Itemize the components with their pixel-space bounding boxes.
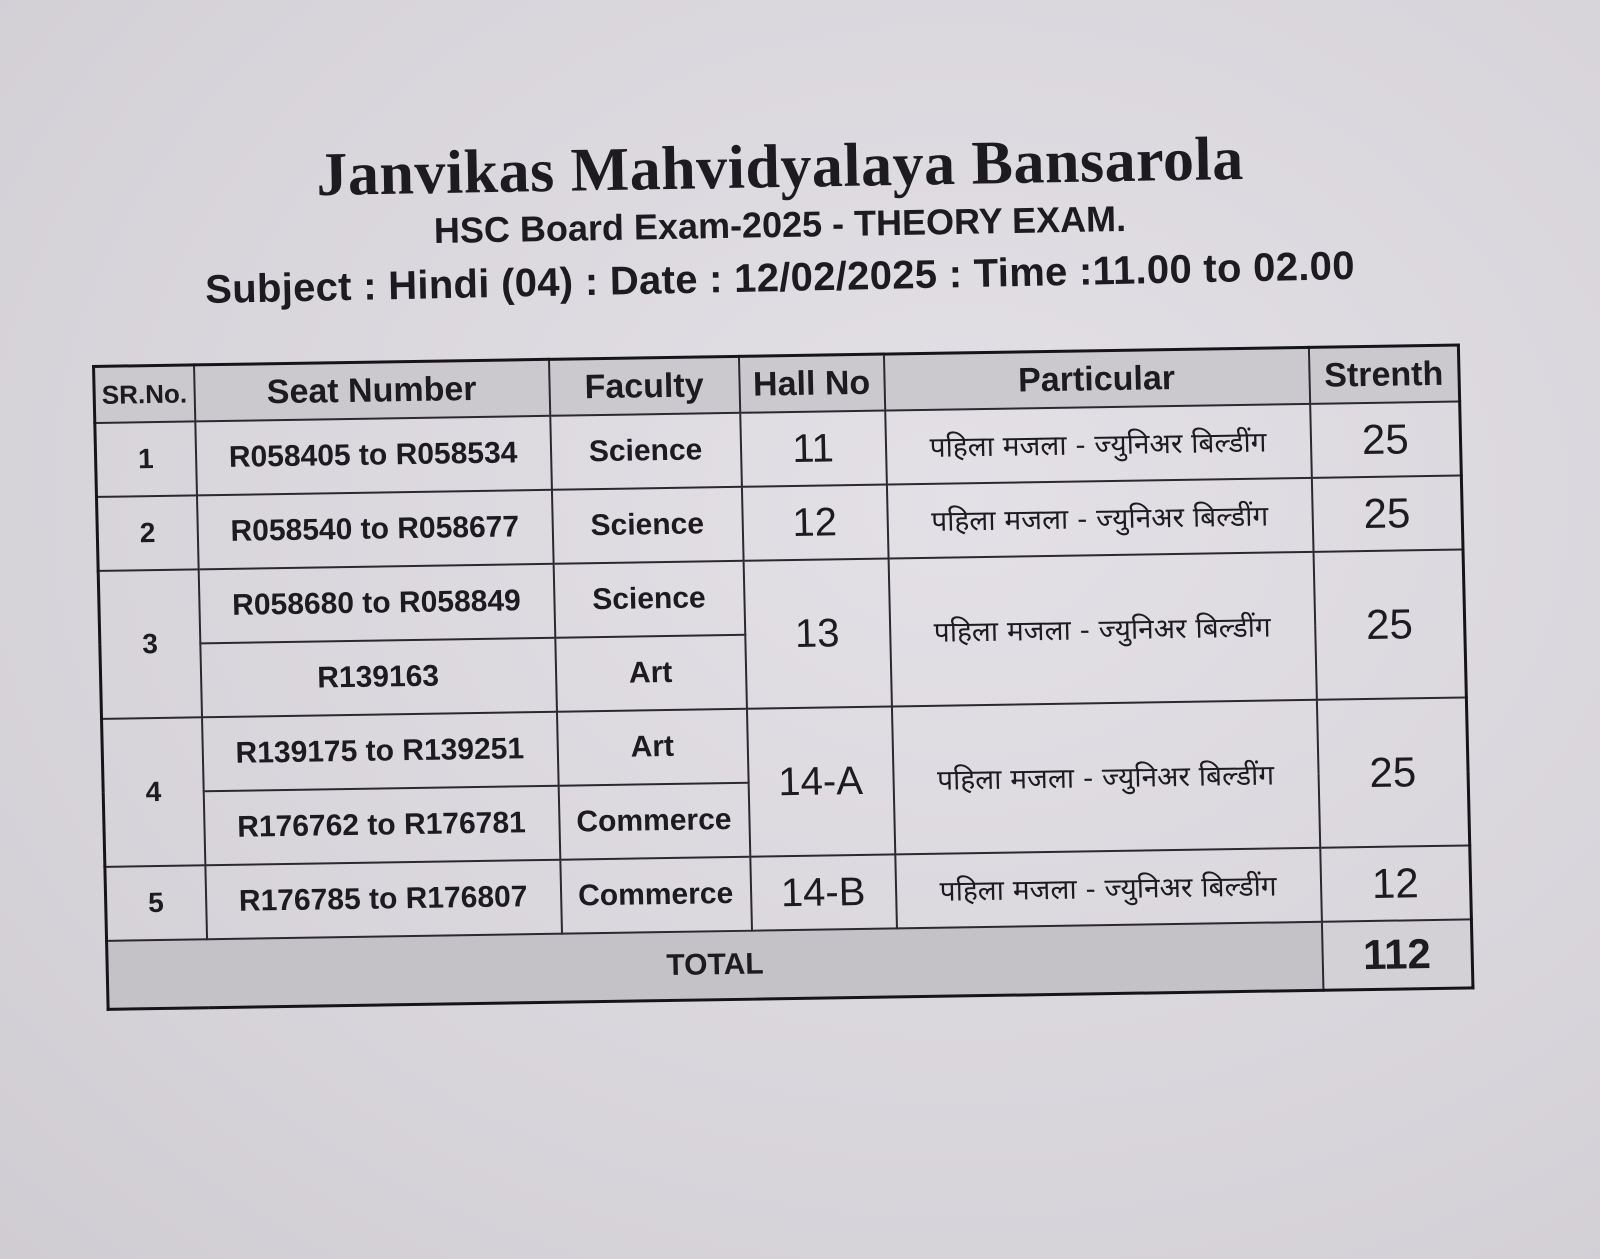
cell-faculty: Commerce xyxy=(558,783,750,860)
cell-seat-number: R139175 to R139251 xyxy=(202,712,559,792)
cell-particular: पहिला मजला - ज्युनिअर बिल्डींग xyxy=(895,848,1322,929)
cell-faculty: Science xyxy=(553,561,745,638)
col-header-faculty: Faculty xyxy=(548,356,739,415)
cell-particular: पहिला मजला - ज्युनिअर बिल्डींग xyxy=(888,552,1316,707)
cell-hall-no: 14-A xyxy=(746,706,894,856)
cell-particular: पहिला मजला - ज्युनिअर बिल्डींग xyxy=(891,700,1319,855)
cell-seat-number: R176762 to R176781 xyxy=(203,786,560,866)
cell-hall-no: 13 xyxy=(743,559,891,709)
exam-details: Subject : Hindi (04) : Date : 12/02/2025 : Time :11.00 to 02.00 xyxy=(204,243,1356,313)
cell-sr: 3 xyxy=(98,569,201,719)
cell-particular: पहिला मजला - ज्युनिअर बिल्डींग xyxy=(885,404,1312,485)
cell-faculty: Art xyxy=(555,635,747,712)
col-header-hall-no: Hall No xyxy=(738,354,884,413)
cell-seat-number: R058405 to R058534 xyxy=(195,416,552,496)
cell-strength: 12 xyxy=(1320,845,1472,921)
col-header-particular: Particular xyxy=(883,347,1309,410)
cell-seat-number: R139163 xyxy=(200,638,557,718)
cell-faculty: Science xyxy=(551,487,743,564)
col-header-sr: SR.No. xyxy=(94,365,195,423)
cell-sr: 4 xyxy=(102,717,205,867)
cell-particular: पहिला मजला - ज्युनिअर बिल्डींग xyxy=(886,478,1313,559)
cell-faculty: Science xyxy=(550,413,742,490)
cell-hall-no: 11 xyxy=(740,411,887,487)
cell-sr: 2 xyxy=(96,495,198,571)
cell-strength: 25 xyxy=(1313,549,1466,699)
cell-seat-number: R058680 to R058849 xyxy=(198,564,555,644)
cell-faculty: Commerce xyxy=(560,857,752,934)
total-label: TOTAL xyxy=(107,922,1323,1010)
cell-sr: 5 xyxy=(105,865,207,941)
cell-strength: 25 xyxy=(1311,476,1463,552)
cell-strength: 25 xyxy=(1310,402,1462,478)
cell-hall-no: 14-B xyxy=(750,854,897,930)
exam-subtitle: HSC Board Exam-2025 - THEORY EXAM. xyxy=(433,197,1127,252)
seating-table-wrapper xyxy=(92,344,1471,1011)
cell-faculty: Art xyxy=(556,709,748,786)
cell-strength: 25 xyxy=(1316,697,1469,847)
cell-seat-number: R176785 to R176807 xyxy=(205,860,562,940)
total-value: 112 xyxy=(1321,919,1473,990)
college-title: Janvikas Mahvidyalaya Bansarola xyxy=(315,124,1245,210)
cell-seat-number: R058540 to R058677 xyxy=(196,490,553,570)
col-header-seat-number: Seat Number xyxy=(194,359,550,421)
seating-table xyxy=(92,344,1474,1011)
col-header-strength: Strenth xyxy=(1308,345,1459,404)
cell-hall-no: 12 xyxy=(741,485,888,561)
cell-sr: 1 xyxy=(95,421,197,497)
